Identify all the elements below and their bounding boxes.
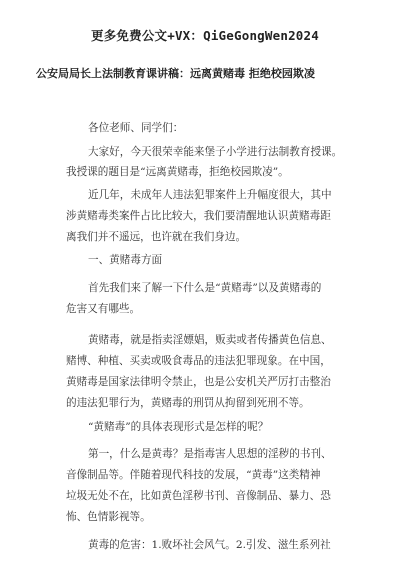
paragraph-line: 第一，什么是黄毒？是指毒害人思想的淫秽的书刊、 (88, 448, 332, 460)
paragraph-line: 首先我们来了解一下什么是“黄赌毒”以及黄赌毒的 (88, 282, 322, 294)
paragraph-line: 离我们并不遥远，也许就在我们身边。 (66, 231, 247, 243)
paragraph-line: “黄赌毒”的具体表现形式是怎样的呢？ (88, 421, 269, 433)
paragraph-line: 黄赌毒，就是指卖淫嫖娼，贩卖或者传播黄色信息、 (88, 334, 332, 346)
paragraph-line: 怖、色情影视等。 (66, 511, 151, 523)
salutation: 各位老师、同学们： (88, 122, 184, 134)
paragraph-line: 我授课的题目是“远离黄赌毒，拒绝校园欺凌”。 (66, 166, 289, 178)
paragraph-line: 近几年，未成年人违法犯罪案件上升幅度很大，其中 (88, 189, 332, 201)
paragraph-line: 危害又有哪些。 (66, 303, 141, 315)
paragraph-line: 赌博、种植、买卖或吸食毒品的违法犯罪现象。在中国， (66, 355, 331, 367)
paragraph-line: 大家好，今天很荣幸能来堡子小学进行法制教育授课。 (88, 146, 343, 158)
page-header: 更多免费公文+VX：QiGeGongWen2024 (91, 28, 319, 43)
section-heading: 一、黄赌毒方面 (88, 254, 163, 266)
paragraph-line: 垃圾无处不在，比如黄色淫秽书刊、音像制品、暴力、恐 (66, 490, 331, 502)
paragraph-line: 黄赌毒是国家法律明令禁止，也是公安机关严厉打击整治 (66, 376, 331, 388)
paragraph-line: 音像制品等。伴随着现代科技的发展，“黄毒”这类精神 (66, 469, 321, 481)
paragraph-line: 黄毒的危害：1.败坏社会风气。2.引发、滋生系列社 (88, 539, 331, 551)
paragraph-line: 涉黄赌毒类案件占比比较大，我们要清醒地认识黄赌毒距 (66, 210, 331, 222)
paragraph-line: 的违法犯罪行为，黄赌毒的刑罚从拘留到死刑不等。 (66, 397, 310, 409)
document-title: 公安局局长上法制教育课讲稿：远离黄赌毒 拒绝校园欺凌 (36, 67, 315, 80)
